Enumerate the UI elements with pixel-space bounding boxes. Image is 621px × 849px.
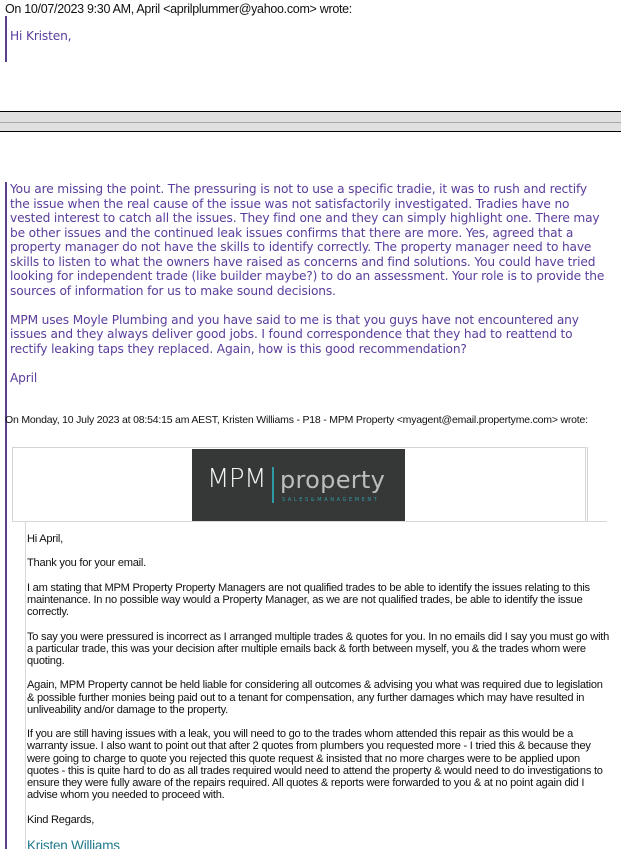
signature-name: Kristen Williams xyxy=(27,837,120,849)
kristen-signoff: Kind Regards, xyxy=(27,813,95,826)
separator-band-lower xyxy=(0,123,621,131)
quote-bar xyxy=(5,16,7,62)
kristen-paragraph: To say you were pressured is incorrect as I arranged multiple trades & quotes for you. In no emails did I say you must go with a particular trade, this was your decision after multiple emails back & forth between myself, you & the trades whom were quoting. xyxy=(27,630,610,667)
april-reply-header: On 10/07/2023 9:30 AM, April <aprilplummer@yahoo.com> wrote: xyxy=(5,2,352,16)
kristen-message-body xyxy=(27,533,612,849)
logo-brand: MPM xyxy=(207,464,267,494)
april-message-body xyxy=(10,182,610,400)
frame-divider-horizontal xyxy=(12,521,607,522)
kristen-paragraph: I am stating that MPM Property Property Managers are not qualified trades to be able to identify the issues relating to this maintenance. In no possible way would a Property Manager, as we are not qualified trades, be able to identify the issue correctly. xyxy=(27,581,590,619)
kristen-reply-header: On Monday, 10 July 2023 at 08:54:15 am AEST, Kristen Williams - P18 - MPM Property <myagent@email.propertyme.com> wrote: xyxy=(5,414,588,426)
kristen-paragraph: If you are still having issues with a leak, you will need to go to the trades whom attended this repair as this would be a warranty issue. I also want to point out that after 2 quotes from plumbers you requested more - I tried this & because they were going to charge to quote you rejected this quote request & insisted that no more charges were to be applied upon quotes - this is quite hard to do as all trades required would need to attend the property & would need to do investigations to ensure they were fully aware of the repairs required. All quotes & reports were forwarded to you & at no point again did I advise whom you needed to proceed with. xyxy=(27,728,603,802)
separator-bottom-line xyxy=(0,131,621,132)
kristen-paragraph: Again, MPM Property cannot be held liable for considering all outcomes & advising you what was required due to legislation & possible further monies being paid out to a tenant for compensation, any further damages which may have resulted in unliveability and/or damage to the property. xyxy=(27,679,603,716)
logo-tagline: SALES&MANAGEMENT xyxy=(282,497,380,503)
separator-band-upper xyxy=(0,112,621,122)
kristen-paragraph: Hi April, xyxy=(27,533,63,545)
quote-bar-main xyxy=(5,182,7,849)
april-paragraph: You are missing the point. The pressuring is not to use a specific tradie, it was to rush and rectify the issue when the real cause of the issue was not satisfactorily investigated. Tradies have no vested interest to catch all the issues. They find one and they can simply highlight one. There may be other issues and the continued leak issues confirms that there are more. Yes, agreed that a property manager do not have the skills to identify correctly. The property manager need to have skills to listen to what the owners have raised as concerns and find solutions. You could have tried looking for independent trade (like builder maybe?) to do an assessment. Your role is to provide the sources of information for us to make sound decisions. xyxy=(10,182,605,298)
frame-divider-vertical xyxy=(25,522,26,849)
april-paragraph: MPM uses Moyle Plumbing and you have said to me is that you guys have not encountered any issues and they always deliver good jobs. I found correspondence that they had to reattend to rectify leaking taps they replaced. Again, how is this good recommendation? xyxy=(10,312,579,356)
logo-divider xyxy=(272,467,274,503)
april-greeting: Hi Kristen, xyxy=(10,29,72,43)
april-signoff: April xyxy=(10,370,38,385)
logo-word: property xyxy=(280,466,386,494)
kristen-paragraph: Thank you for your email. xyxy=(27,557,146,570)
mpm-property-logo xyxy=(192,449,405,522)
